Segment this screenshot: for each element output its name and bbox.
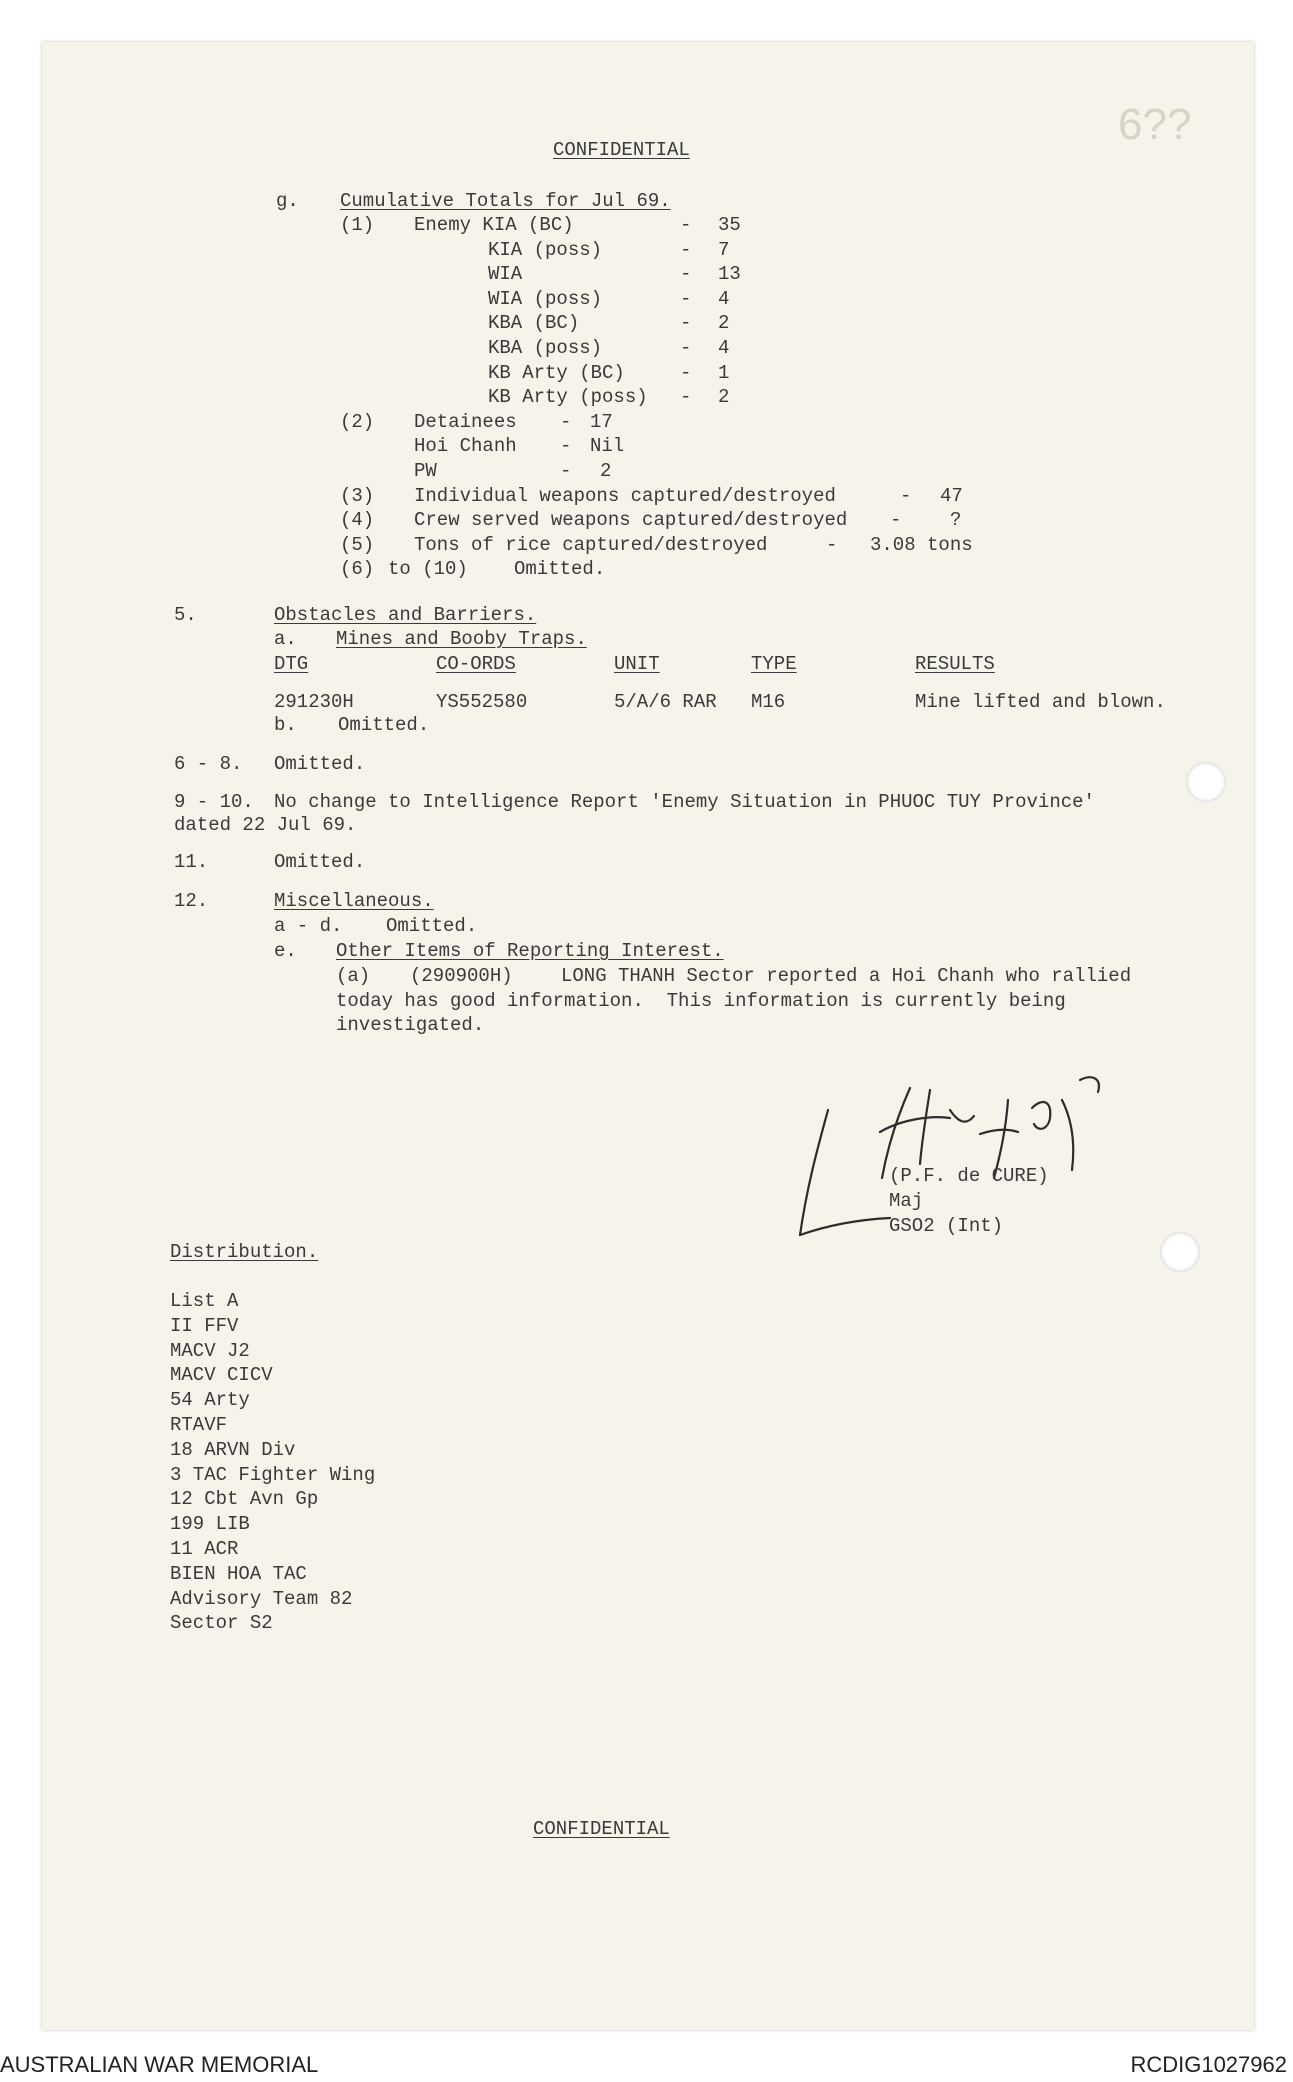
total-row-value: Omitted.	[514, 558, 606, 581]
total-row-dash: -	[680, 214, 692, 236]
column-header-dtg: DTG	[274, 653, 309, 675]
section-9-10-line1: No change to Intelligence Report 'Enemy Situation in PHUOC TUY Province'	[274, 791, 1095, 813]
total-row-number: (1)	[340, 214, 375, 236]
total-row-label: KB Arty (BC)	[488, 361, 625, 384]
distribution-item: 54 Arty	[170, 1389, 250, 1412]
total-row-value: 4	[718, 287, 730, 310]
distribution-item: 12 Cbt Avn Gp	[170, 1488, 319, 1511]
total-row-dash: -	[680, 238, 692, 261]
distribution-item: MACV J2	[170, 1339, 250, 1362]
column-header-results: RESULTS	[915, 653, 995, 675]
total-row-dash: -	[680, 263, 692, 286]
column-header-coords: CO-ORDS	[436, 653, 516, 675]
section-6-8-text: Omitted.	[274, 753, 366, 775]
total-row-dash: -	[680, 287, 692, 310]
total-row-dash: -	[560, 460, 572, 482]
footer-confidential: CONFIDENTIAL	[533, 1818, 670, 1840]
total-row-dash: -	[890, 509, 902, 532]
total-row-label: KBA (poss)	[488, 337, 603, 359]
section-12-e-title: Other Items of Reporting Interest.	[336, 940, 724, 962]
distribution-item: List A	[170, 1290, 239, 1312]
total-row-value: 3.08 tons	[870, 533, 973, 556]
section-9-10-number: 9 - 10.	[174, 791, 254, 813]
total-row-dash: -	[900, 484, 912, 507]
signature-rank: Maj	[889, 1190, 924, 1212]
total-row-value: ?	[950, 509, 962, 532]
faint-page-number: 6??	[1118, 100, 1192, 149]
total-row-label: Hoi Chanh	[414, 435, 517, 458]
total-row-value: 4	[718, 337, 730, 359]
total-row-label: Detainees	[414, 410, 517, 433]
total-row-dash: -	[560, 410, 572, 433]
total-row-label: KBA (BC)	[488, 312, 580, 335]
total-row-dash: -	[680, 312, 692, 335]
section-6-8-number: 6 - 8.	[174, 753, 243, 775]
total-row-value: 2	[718, 312, 730, 335]
section-g-letter: g.	[276, 190, 299, 212]
total-row-dash: -	[680, 337, 692, 359]
total-row-number: (3)	[340, 484, 375, 507]
section-5-number: 5.	[174, 604, 197, 626]
header-confidential: CONFIDENTIAL	[553, 139, 690, 161]
total-row-label: Individual weapons captured/destroyed	[414, 484, 836, 507]
total-row-number: (5)	[340, 533, 375, 556]
section-12-item-dtg: (290900H)	[410, 965, 513, 987]
total-row-value: 13	[718, 263, 741, 286]
section-5b-text: Omitted.	[338, 714, 430, 736]
signature-appointment: GSO2 (Int)	[889, 1215, 1004, 1237]
section-12-line3: investigated.	[336, 1014, 485, 1036]
section-12-a-d-text: Omitted.	[386, 915, 478, 937]
total-row-label: Crew served weapons captured/destroyed	[414, 509, 848, 532]
mine-row-results: Mine lifted and blown.	[915, 691, 1166, 713]
total-row-value: 2	[600, 460, 612, 482]
distribution-item: 18 ARVN Div	[170, 1438, 296, 1461]
total-row-number: (4)	[340, 509, 375, 532]
total-row-label: KIA (poss)	[488, 238, 603, 261]
total-row-value: 17	[590, 410, 613, 433]
distribution-title: Distribution.	[170, 1241, 319, 1263]
section-5b-letter: b.	[274, 714, 297, 736]
total-row-number: (6)	[340, 558, 375, 581]
section-12-title: Miscellaneous.	[274, 890, 434, 912]
total-row-label: PW	[414, 460, 437, 482]
total-row-label: to (10)	[388, 558, 468, 581]
total-row-value: 47	[940, 484, 963, 507]
total-row-dash: -	[680, 386, 692, 409]
section-12-line1: LONG THANH Sector reported a Hoi Chanh who rallied	[561, 965, 1132, 987]
total-row-dash: -	[826, 533, 838, 556]
distribution-item: 3 TAC Fighter Wing	[170, 1463, 376, 1486]
distribution-item: Advisory Team 82	[170, 1587, 353, 1610]
section-12-e-letter: e.	[274, 940, 297, 962]
footer-left: AUSTRALIAN WAR MEMORIAL	[0, 2052, 319, 2077]
total-row-value: 2	[718, 386, 730, 409]
distribution-item: BIEN HOA TAC	[170, 1562, 307, 1585]
total-row-dash: -	[560, 435, 572, 458]
section-11-number: 11.	[174, 851, 209, 873]
total-row-dash: -	[680, 361, 692, 384]
column-header-type: TYPE	[751, 653, 797, 675]
distribution-item: 11 ACR	[170, 1538, 239, 1560]
total-row-label: WIA (poss)	[488, 287, 603, 310]
mine-row-coords: YS552580	[436, 691, 528, 713]
section-12-number: 12.	[174, 890, 209, 912]
section-5a-letter: a.	[274, 628, 297, 650]
total-row-value: 1	[718, 361, 730, 384]
total-row-value: Nil	[590, 435, 625, 458]
section-12-item-number: (a)	[336, 965, 371, 987]
section-g-title: Cumulative Totals for Jul 69.	[340, 190, 671, 212]
total-row-number: (2)	[340, 410, 375, 433]
section-12-a-d-letter: a - d.	[274, 915, 343, 937]
distribution-item: MACV CICV	[170, 1364, 273, 1387]
distribution-item: 199 LIB	[170, 1513, 250, 1536]
total-row-value: 7	[718, 238, 730, 261]
mine-row-unit: 5/A/6 RAR	[614, 691, 717, 713]
mine-row-type: M16	[751, 691, 786, 713]
document-page	[42, 42, 1254, 2030]
section-11-text: Omitted.	[274, 851, 366, 873]
total-row-value: 35	[718, 214, 741, 236]
total-row-label: KB Arty (poss)	[488, 386, 648, 409]
distribution-item: II FFV	[170, 1314, 239, 1337]
total-row-label: Tons of rice captured/destroyed	[414, 533, 768, 556]
distribution-item: Sector S2	[170, 1612, 273, 1635]
section-5-title: Obstacles and Barriers.	[274, 604, 537, 626]
mine-row-dtg: 291230H	[274, 691, 354, 713]
total-row-label: Enemy KIA (BC)	[414, 214, 574, 236]
punch-hole-top	[1186, 762, 1226, 802]
footer-right: RCDIG1027962	[1130, 2052, 1287, 2077]
distribution-item: RTAVF	[170, 1414, 228, 1436]
total-row-label: WIA	[488, 263, 523, 286]
section-9-10-line2: dated 22 Jul 69.	[174, 814, 357, 836]
section-5a-title: Mines and Booby Traps.	[336, 628, 587, 650]
column-header-unit: UNIT	[614, 653, 660, 675]
signature-name: (P.F. de CURE)	[889, 1165, 1049, 1187]
section-12-line2: today has good information. This information is currently being	[336, 990, 1066, 1012]
